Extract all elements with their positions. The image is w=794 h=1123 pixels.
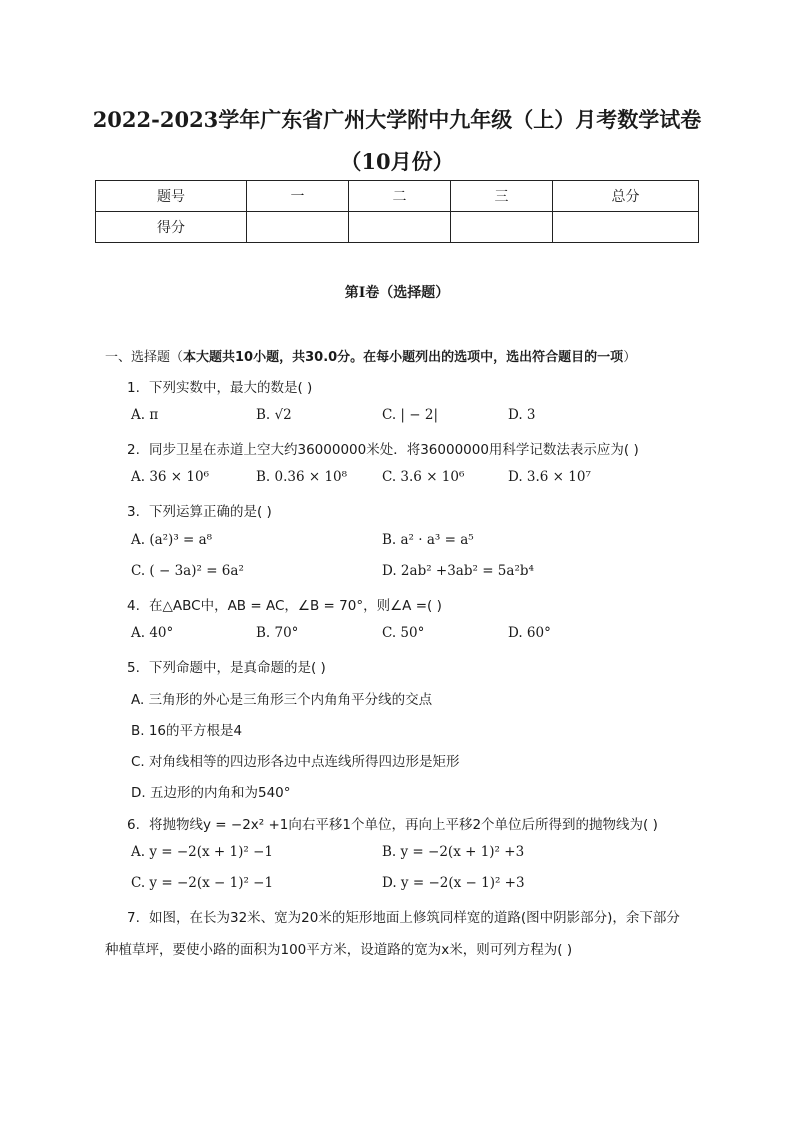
score-header-cell: 三 <box>451 181 553 212</box>
option-a: A. 三角形的外心是三角形三个内角角平分线的交点 <box>131 692 433 708</box>
option-d: D. y = −2(x − 1)² +3 <box>382 875 525 891</box>
option-b: B. y = −2(x + 1)² +3 <box>382 844 525 860</box>
option-a: A. π <box>131 407 159 423</box>
question-1 <box>127 376 312 396</box>
option-d: D. 60° <box>508 625 551 641</box>
question-number: 3. <box>127 504 140 520</box>
exam-subtitle: （10月份） <box>340 149 454 174</box>
question-number: 2. <box>127 442 140 458</box>
option-a: A. 36 × 10⁶ <box>131 469 209 485</box>
score-table <box>95 180 699 243</box>
part-heading-suffix: ） <box>623 350 637 365</box>
question-stem: 同步卫星在赤道上空大约36000000米处．将36000000用科学记数法表示应为( ) <box>149 442 639 458</box>
score-header-cell: 总分 <box>553 181 699 212</box>
option-a: A. y = −2(x + 1)² −1 <box>131 844 273 860</box>
score-header-cell: 二 <box>349 181 451 212</box>
question-3 <box>127 500 272 520</box>
question-number: 5. <box>127 660 140 676</box>
option-c: C. 50° <box>382 625 425 641</box>
question-stem: 如图，在长为32米、宽为20米的矩形地面上修筑同样宽的道路(图中阴影部分)，余下部分 <box>149 910 680 926</box>
option-b: B. 16的平方根是4 <box>131 723 243 739</box>
question-number: 7. <box>127 910 140 926</box>
question-2 <box>127 438 639 458</box>
option-c: C. | − 2| <box>382 407 439 423</box>
question-stem: 将抛物线y = −2x² +1向右平移1个单位，再向上平移2个单位后所得到的抛物线为( ) <box>149 817 658 833</box>
option-a: A. 40° <box>131 625 174 641</box>
question-7 <box>127 906 680 926</box>
option-c: C. y = −2(x − 1)² −1 <box>131 875 274 891</box>
score-cell[interactable] <box>553 212 699 243</box>
score-cell[interactable] <box>247 212 349 243</box>
question-6 <box>127 813 658 833</box>
option-c: C. ( − 3a)² = 6a² <box>131 563 244 579</box>
score-table-header-row <box>96 181 699 212</box>
option-c: C. 对角线相等的四边形各边中点连线所得四边形是矩形 <box>131 754 460 770</box>
exam-title: 2022-2023学年广东省广州大学附中九年级（上）月考数学试卷 <box>92 107 702 132</box>
question-stem: 在△ABC中，AB = AC，∠B = 70°，则∠A =( ) <box>149 598 442 614</box>
score-cell[interactable] <box>349 212 451 243</box>
question-stem: 下列实数中，最大的数是( ) <box>149 380 313 396</box>
option-a: A. (a²)³ = a⁸ <box>131 532 213 548</box>
option-b: B. 0.36 × 10⁸ <box>256 469 348 485</box>
question-5 <box>127 656 326 676</box>
section-title: 第I卷（选择题） <box>344 285 450 301</box>
question-number: 4. <box>127 598 140 614</box>
option-d: D. 3 <box>508 407 536 423</box>
part-heading <box>105 346 636 365</box>
option-c: C. 3.6 × 10⁶ <box>382 469 465 485</box>
part-heading-prefix: 一、选择题（ <box>105 350 184 365</box>
question-number: 6. <box>127 817 140 833</box>
score-table-row <box>96 212 699 243</box>
question-4 <box>127 594 442 614</box>
score-row-label: 得分 <box>96 212 247 243</box>
score-header-cell: 一 <box>247 181 349 212</box>
option-b: B. a² · a³ = a⁵ <box>382 532 474 548</box>
score-cell[interactable] <box>451 212 553 243</box>
option-d: D. 五边形的内角和为540° <box>131 785 291 801</box>
option-d: D. 2ab² +3ab² = 5a²b⁴ <box>382 563 534 579</box>
option-b: B. 70° <box>256 625 299 641</box>
question-stem: 下列运算正确的是( ) <box>149 504 272 520</box>
option-b: B. √2 <box>256 407 292 423</box>
part-heading-bold: 本大题共10小题，共30.0分。在每小题列出的选项中，选出符合题目的一项 <box>183 350 624 365</box>
question-stem: 下列命题中，是真命题的是( ) <box>149 660 326 676</box>
score-header-cell: 题号 <box>96 181 247 212</box>
question-7-continuation: 种植草坪，要使小路的面积为100平方米，设道路的宽为x米，则可列方程为( ) <box>105 942 573 958</box>
question-number: 1. <box>127 380 140 396</box>
option-d: D. 3.6 × 10⁷ <box>508 469 591 485</box>
